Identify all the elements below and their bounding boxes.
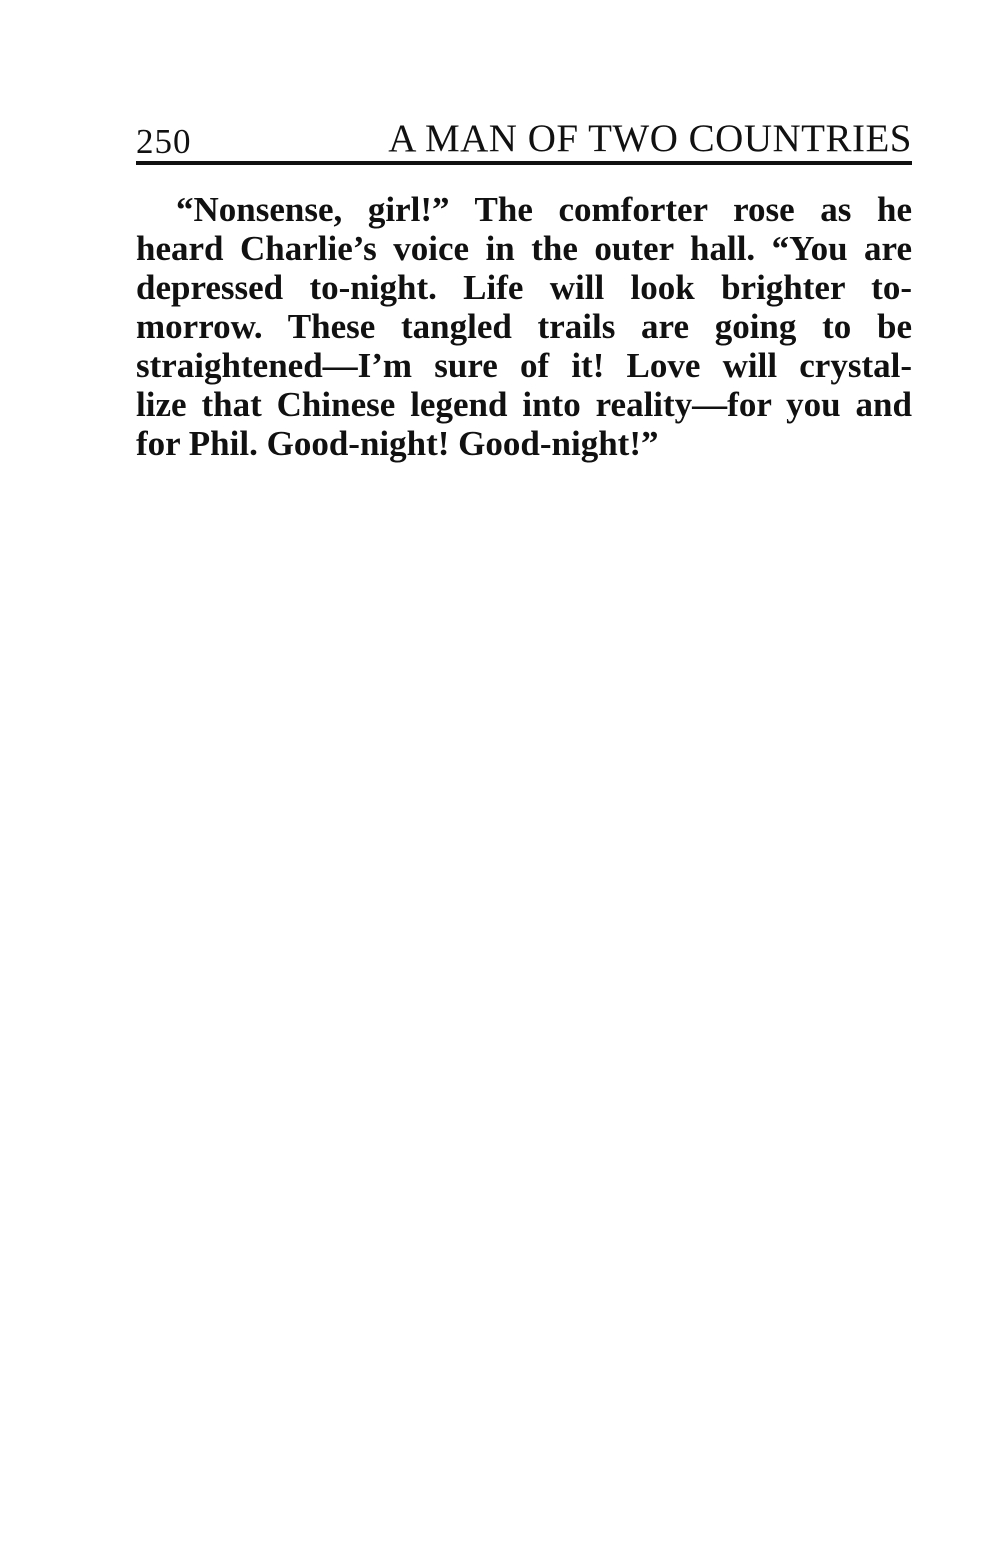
text-line: heard Charlie’s voice in the outer hall. “You are bbox=[136, 229, 912, 268]
text-line: straightened—I’m sure of it! Love will crystal- bbox=[136, 346, 912, 385]
running-title: A MAN OF TWO COUNTRIES bbox=[388, 117, 912, 160]
text-line: lize that Chinese legend into reality—for you and bbox=[136, 385, 912, 424]
text-line: for Phil. Good-night! Good-night!” bbox=[136, 424, 659, 463]
text-line: “Nonsense, girl!” The comforter rose as he bbox=[176, 190, 912, 229]
text-line: morrow. These tangled trails are going to be bbox=[136, 307, 912, 346]
body-paragraph bbox=[136, 190, 912, 463]
text-line: depressed to-night. Life will look brighter to- bbox=[136, 268, 912, 307]
header-rule bbox=[136, 161, 912, 165]
page-number: 250 bbox=[136, 122, 192, 161]
running-head bbox=[136, 112, 912, 162]
